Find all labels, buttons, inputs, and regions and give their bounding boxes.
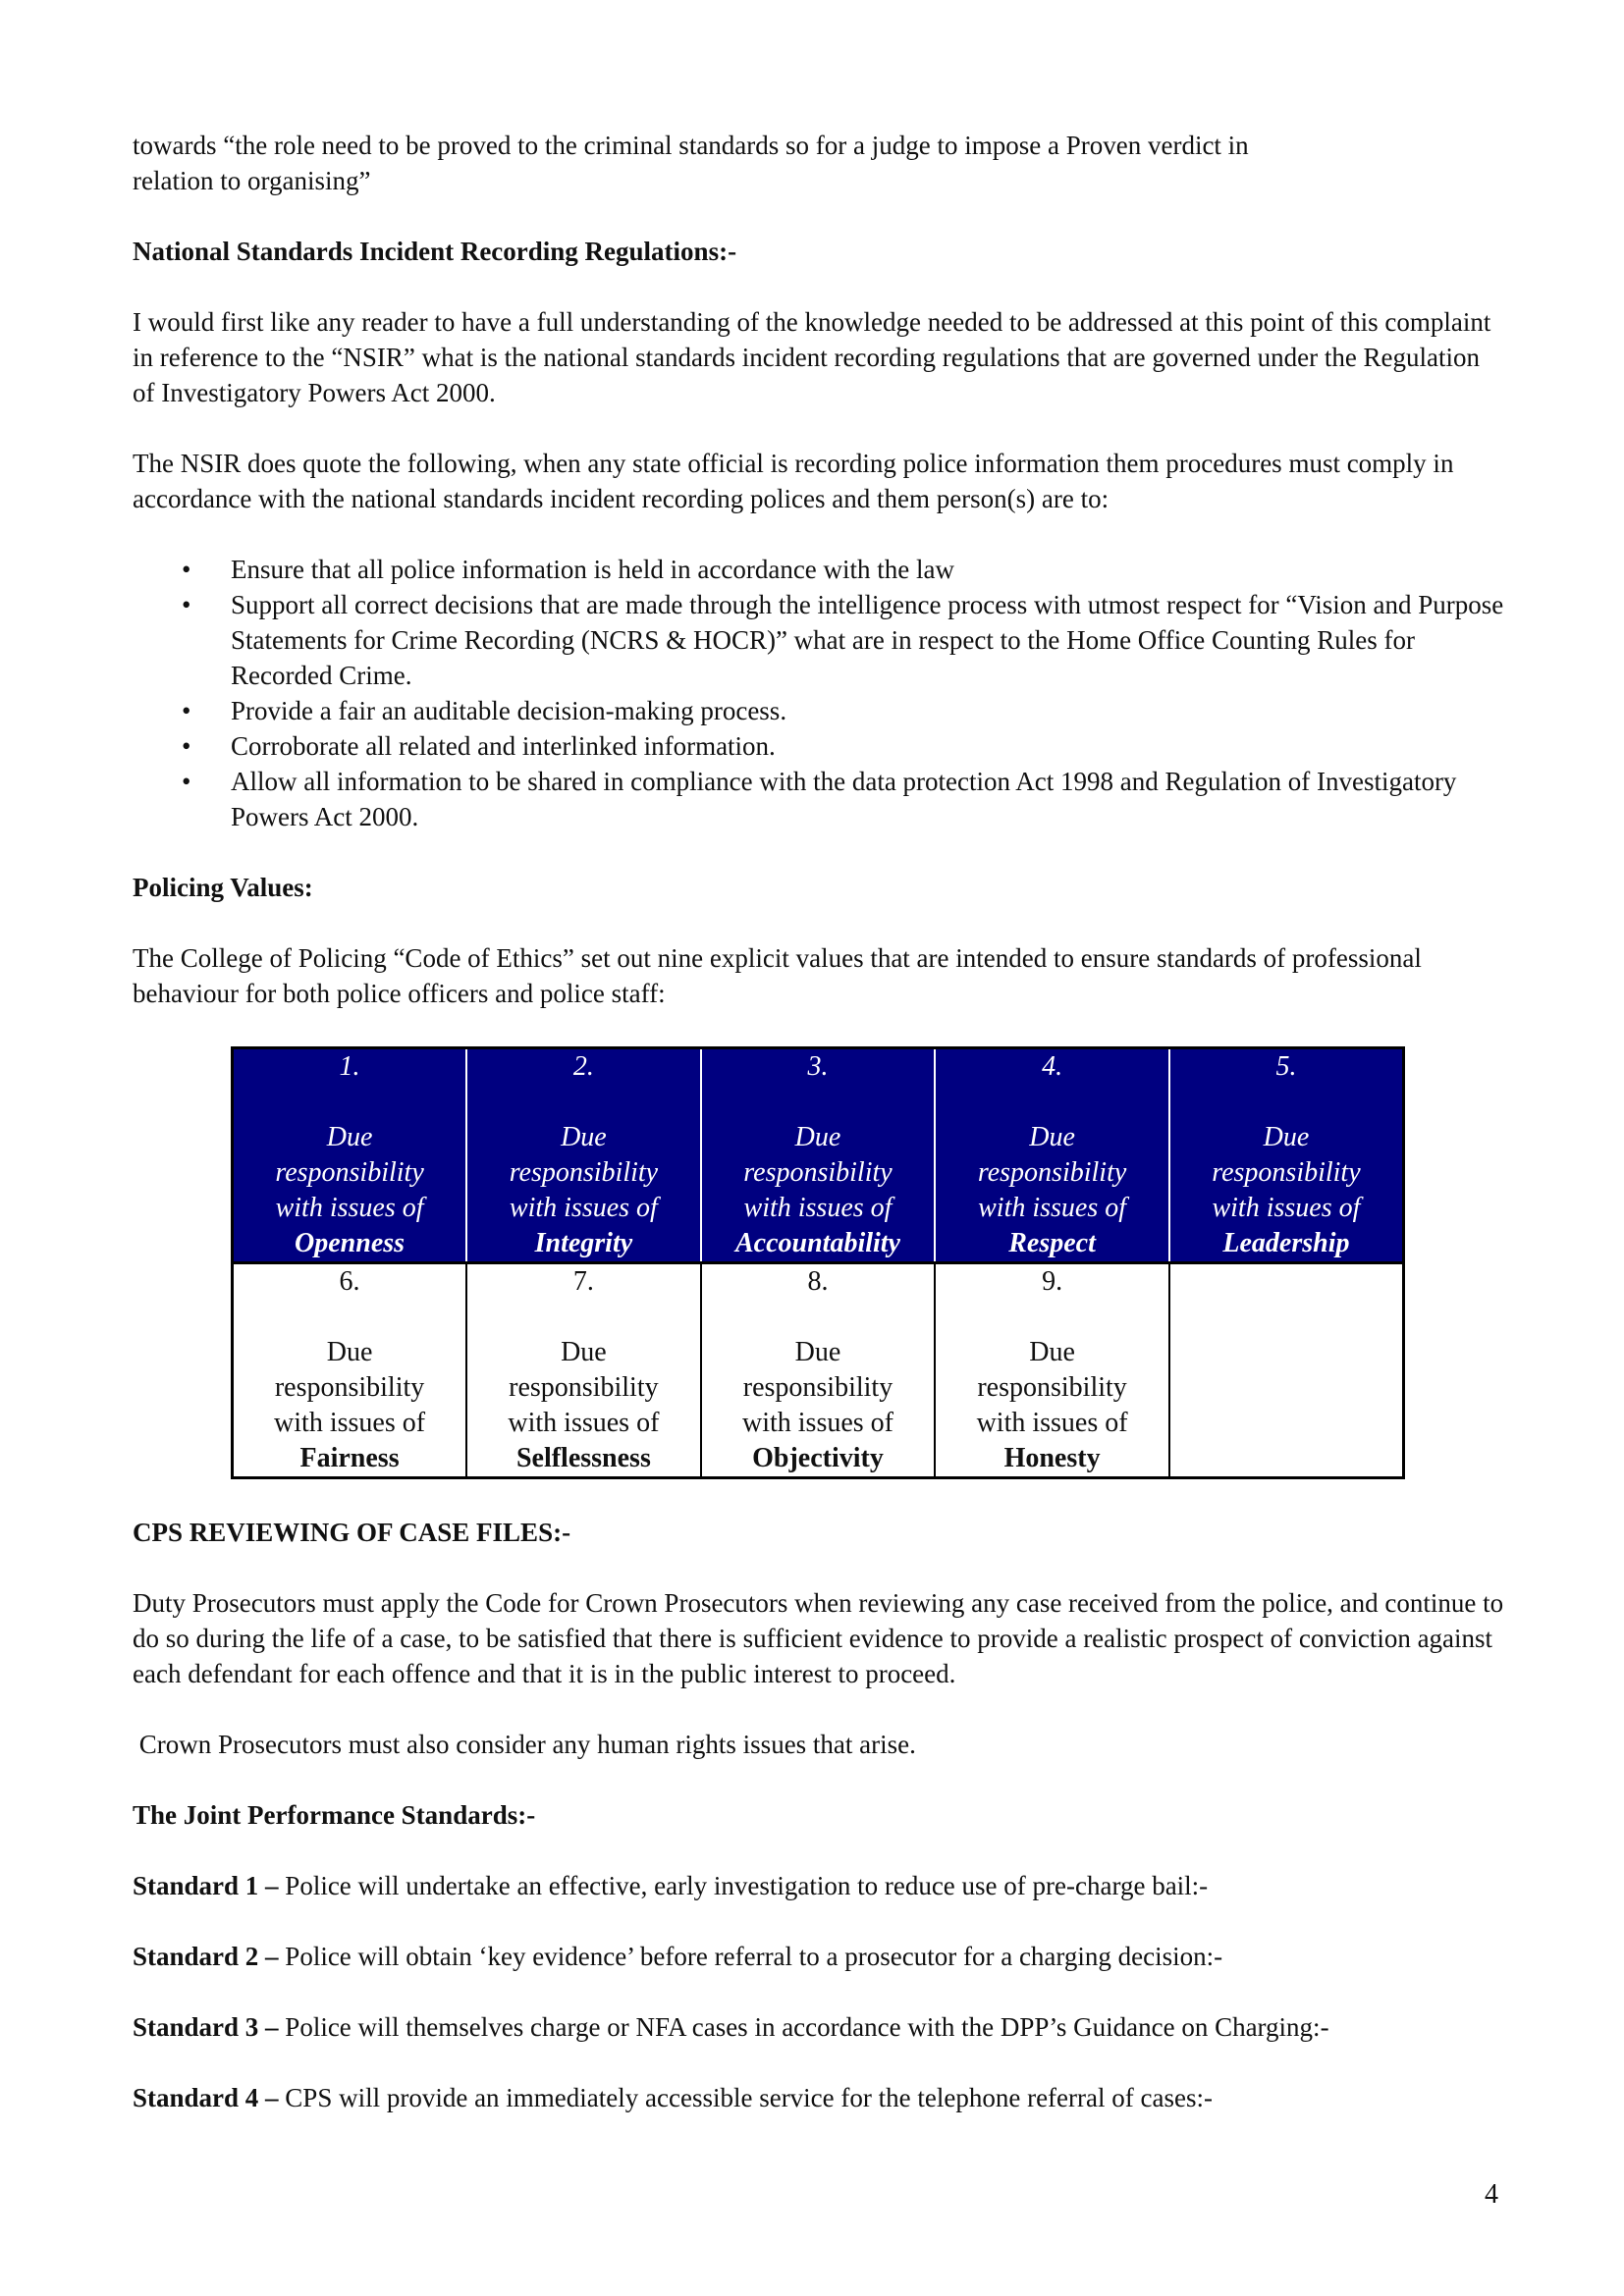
nsir-paragraph-2: The NSIR does quote the following, when any state official is recording police information them procedures must comply in accordance with the national standards incident recording polices and them person(s) are to: (133, 449, 1454, 513)
page-content (133, 128, 1507, 2115)
values-table (231, 1046, 1405, 1479)
value-line: Due (1029, 1122, 1075, 1152)
list-item: • Allow all information to be shared in compliance with the data protection Act 1998 and Regulation of Investigatory Powers Act 2000. (231, 764, 1507, 834)
value-name: Fairness (299, 1443, 400, 1473)
values-paragraph: The College of Policing “Code of Ethics” set out nine explicit values that are intended to ensure standards of professional behaviour for both police officers and police staff: (133, 943, 1422, 1008)
value-cell (233, 1263, 467, 1478)
value-line: responsibility (1212, 1157, 1361, 1188)
value-line: with issues of (741, 1408, 893, 1438)
standard-item (133, 1939, 1507, 1974)
nsir-heading: National Standards Incident Recording Regulations:- (133, 237, 737, 266)
empty-cell (1169, 1263, 1404, 1478)
value-line: Due (794, 1337, 841, 1367)
value-cell (701, 1263, 936, 1478)
value-cell (701, 1048, 936, 1263)
value-line: Due (561, 1337, 607, 1367)
value-line: responsibility (509, 1157, 659, 1188)
value-line: responsibility (977, 1372, 1127, 1403)
value-line: responsibility (275, 1157, 424, 1188)
cps-paragraph-1: Duty Prosecutors must apply the Code for Crown Prosecutors when reviewing any case received from the police, and continue to do so during the life of a case, to be satisfied that there is sufficient evidence to provide a realistic prospect of conviction against each defendant for each offence and that it is in the public interest to proceed. (133, 1588, 1504, 1688)
list-item: • Support all correct decisions that are made through the intelligence process with utmost respect for “Vision and Purpose Statements for Crime Recording (NCRS & HOCR)” what are in respect to the Home Office Counting Rules for Recorded Crime. (231, 587, 1507, 693)
value-cell (466, 1048, 701, 1263)
value-number: 7. (572, 1266, 594, 1297)
value-name: Openness (295, 1228, 406, 1258)
value-number: 2. (572, 1051, 594, 1082)
cps-heading: CPS REVIEWING OF CASE FILES:- (133, 1518, 571, 1547)
intro-paragraph (133, 128, 1507, 198)
value-number: 3. (807, 1051, 829, 1082)
value-number: 8. (807, 1266, 829, 1297)
table-row (233, 1263, 1404, 1478)
standard-label: Standard 4 – (133, 2083, 279, 2112)
list-item: • Ensure that all police information is held in accordance with the law (231, 552, 1507, 587)
value-name: Honesty (1003, 1443, 1101, 1473)
standard-text: Police will themselves charge or NFA cases in accordance with the DPP’s Guidance on Charging:- (278, 2012, 1329, 2042)
value-line: Due (326, 1122, 373, 1152)
standard-text: CPS will provide an immediately accessible service for the telephone referral of cases:- (278, 2083, 1213, 2112)
value-name: Integrity (534, 1228, 633, 1258)
value-line: with issues of (275, 1193, 424, 1223)
nsir-paragraph-1: I would first like any reader to have a full understanding of the knowledge needed to be addressed at this point of this complaint in reference to the “NSIR” what is the national standards incident recording regulations that are governed under the Regulation of Investigatory Powers Act 2000. (133, 307, 1491, 407)
value-line: responsibility (274, 1372, 425, 1403)
value-line: responsibility (977, 1157, 1127, 1188)
value-line: with issues of (976, 1408, 1128, 1438)
page-number: 4 (1485, 2179, 1498, 2210)
value-cell (935, 1263, 1169, 1478)
value-line: with issues of (274, 1408, 426, 1438)
value-number: 5. (1275, 1051, 1297, 1082)
standard-label: Standard 2 – (133, 1942, 279, 1971)
value-name: Selflessness (515, 1443, 651, 1473)
value-number: 9. (1042, 1266, 1063, 1297)
value-cell (1169, 1048, 1404, 1263)
value-line: responsibility (743, 1157, 893, 1188)
value-name: Leadership (1222, 1228, 1350, 1258)
value-line: Due (326, 1337, 373, 1367)
value-name: Objectivity (752, 1443, 884, 1473)
value-line: with issues of (978, 1193, 1127, 1223)
value-number: 1. (339, 1051, 360, 1082)
value-cell (935, 1048, 1169, 1263)
standard-label: Standard 1 – (133, 1871, 279, 1900)
list-item: • Provide a fair an auditable decision-making process. (231, 693, 1507, 728)
value-line: with issues of (508, 1408, 660, 1438)
value-line: Due (1029, 1337, 1075, 1367)
value-number: 6. (339, 1266, 360, 1297)
value-cell (233, 1048, 467, 1263)
table-row (233, 1048, 1404, 1263)
value-line: Due (1263, 1122, 1310, 1152)
standard-label: Standard 3 – (133, 2012, 279, 2042)
standard-text: Police will undertake an effective, early investigation to reduce use of pre-charge bail:- (278, 1871, 1209, 1900)
standard-item (133, 2080, 1507, 2115)
intro-line-1: towards “the role need to be proved to the criminal standards so for a judge to impose a Proven verdict in (133, 131, 1249, 160)
cps-paragraph-2: Crown Prosecutors must also consider any human rights issues that arise. (133, 1730, 916, 1759)
standard-text: Police will obtain ‘key evidence’ before referral to a prosecutor for a charging decision:- (278, 1942, 1223, 1971)
nsir-bullet-list (133, 552, 1507, 834)
value-name: Respect (1008, 1228, 1096, 1258)
standard-item (133, 1868, 1507, 1903)
intro-line-2: relation to organising” (133, 166, 371, 195)
value-cell (466, 1263, 701, 1478)
standard-item (133, 2009, 1507, 2045)
value-name: Accountability (734, 1228, 900, 1258)
list-item: • Corroborate all related and interlinked information. (231, 728, 1507, 764)
value-line: Due (561, 1122, 607, 1152)
value-line: responsibility (742, 1372, 893, 1403)
value-line: Due (794, 1122, 841, 1152)
value-line: with issues of (1212, 1193, 1361, 1223)
jps-heading: The Joint Performance Standards:- (133, 1800, 536, 1830)
values-heading: Policing Values: (133, 873, 313, 902)
value-line: with issues of (743, 1193, 893, 1223)
value-number: 4. (1042, 1051, 1063, 1082)
value-line: with issues of (509, 1193, 658, 1223)
value-line: responsibility (509, 1372, 659, 1403)
